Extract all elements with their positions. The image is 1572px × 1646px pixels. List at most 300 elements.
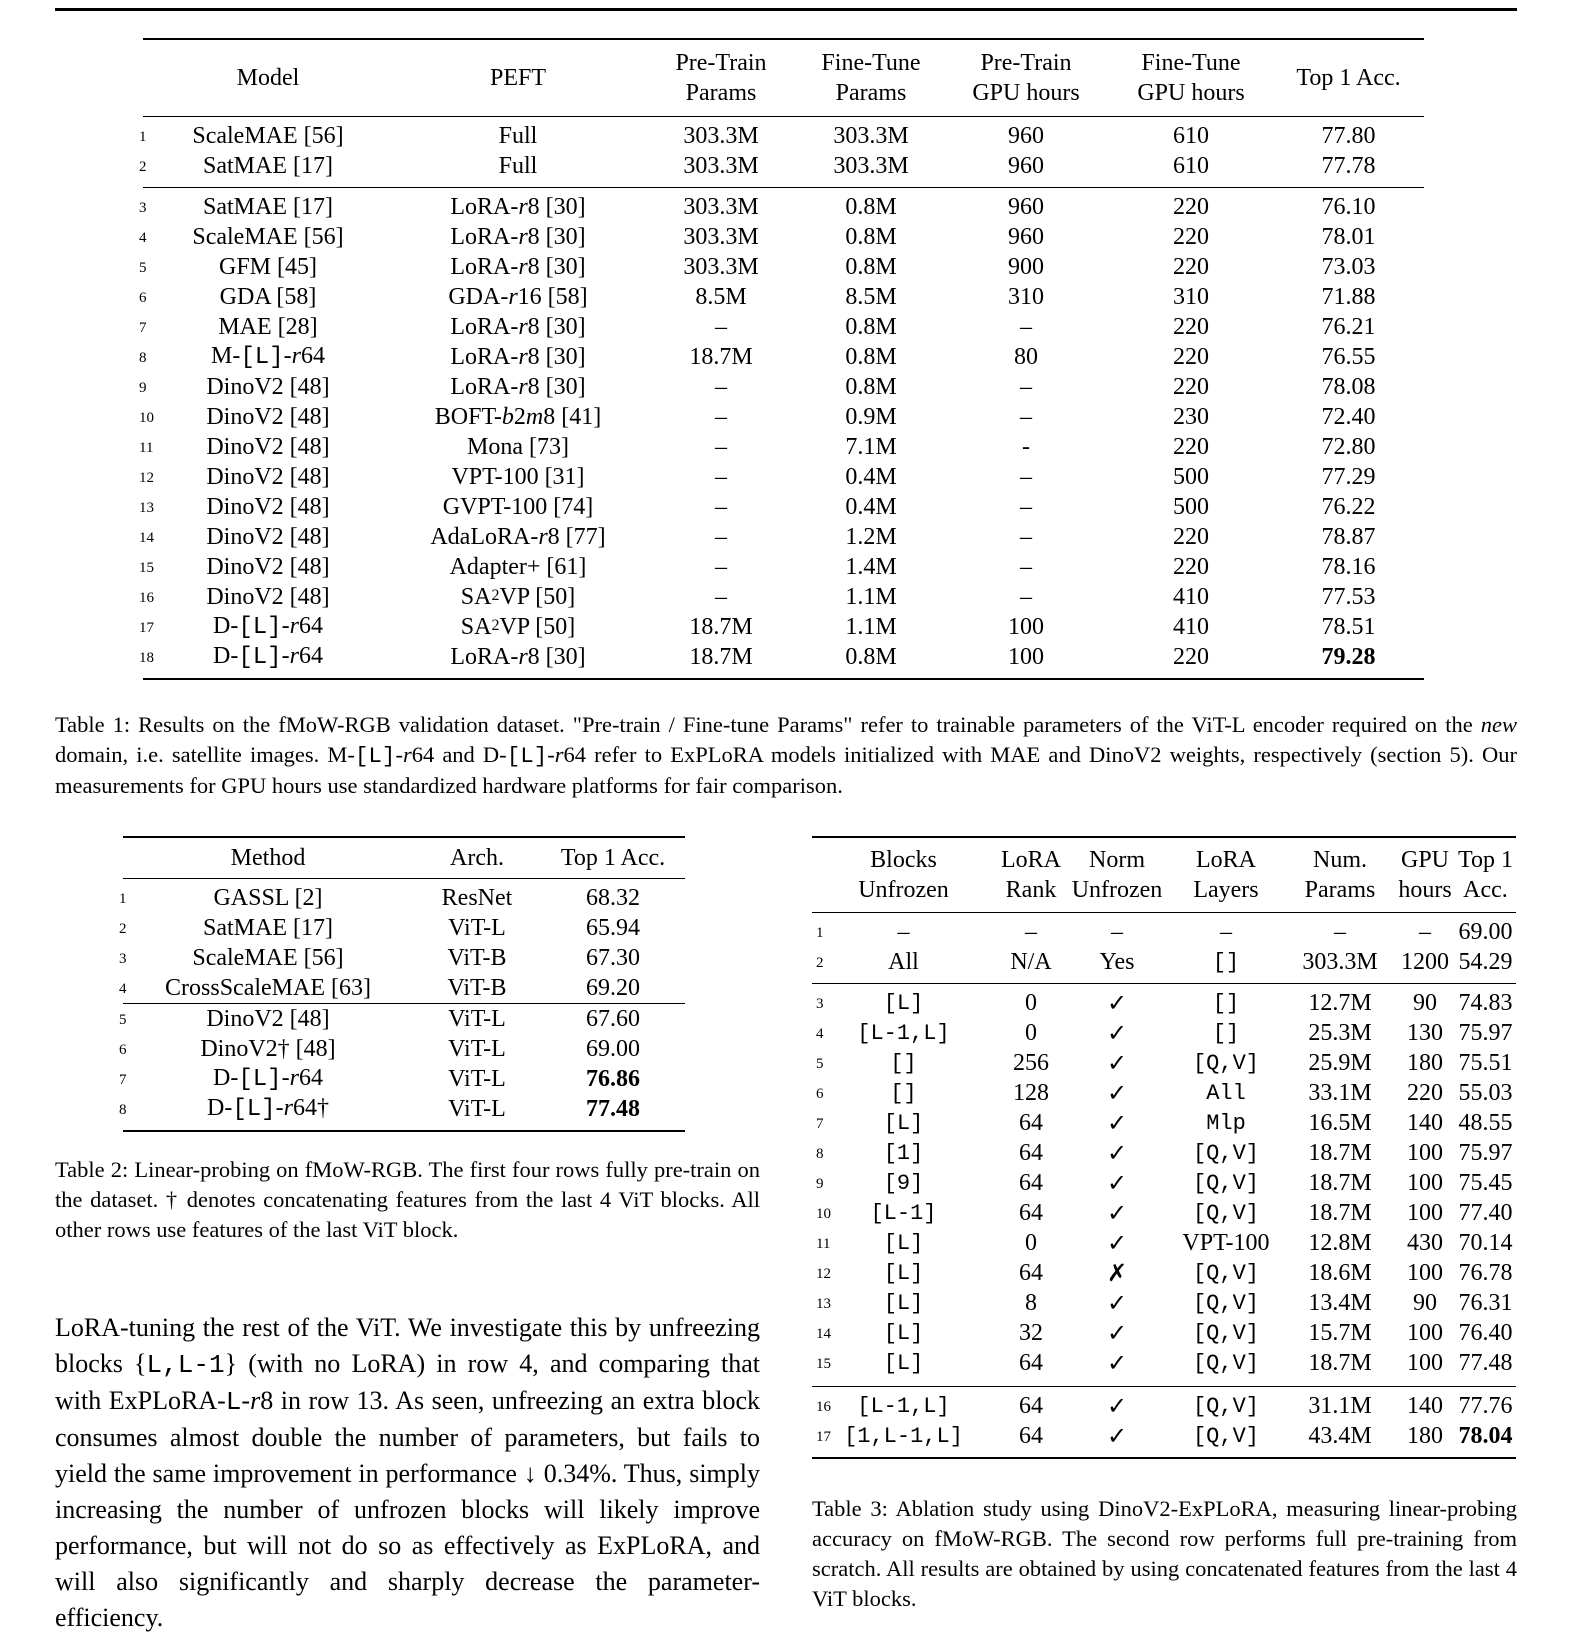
cell-model: SatMAE [17] [203,152,333,179]
header-top1: Top 1 Acc. [1458,847,1513,903]
cell-model: DinoV2 [48] [206,463,330,490]
cell-num-params: 31.1M [1308,1392,1372,1419]
table-row [119,1034,685,1064]
cell-pretrain-gpu: 100 [1008,613,1044,640]
cell-finetune-params: 0.8M [845,643,897,670]
cell-top1: 69.20 [586,974,640,1001]
cell-gpu-hours: 130 [1407,1019,1443,1046]
body-paragraph: LoRA-tuning the rest of the ViT. We investigate this by unfreezing blocks {L,L-1} (with no LoRA) in row 4, and comparing that with ExPLoRA-L-r8 in row 13. As seen, unfreezing an extra block consumes almost double the number of parameters, but fails to yield the same improvement in performance ↓ 0.34%. Thus, simply increasing the number of unfrozen blocks will likely improve performance, but will not do so as effectively as ExPLoRA, and will also significantly and sharply decrease the parameter-efficiency. [55,1313,760,1632]
check-icon: ✓ [1106,1080,1128,1107]
cell-method: SatMAE [17] [203,914,333,941]
table-2-header-rule [123,878,685,879]
cell-model: M-[L]-r64 [211,343,325,371]
cell-finetune-gpu: 410 [1173,613,1209,640]
table-row [139,552,1424,582]
check-icon: ✓ [1106,1230,1128,1257]
cell-model: DinoV2 [48] [206,553,330,580]
header-blocks: Blocks Unfrozen [858,847,949,903]
cell-model: GDA [58] [219,283,317,310]
cell-model: GFM [45] [218,253,317,280]
row-number: 10 [816,1206,831,1222]
cell-top1: 74.83 [1458,989,1513,1016]
cell-blocks: [L] [883,1110,924,1136]
cell-top1: 76.31 [1458,1289,1513,1316]
cell-top1: 73.03 [1321,253,1376,280]
cell-finetune-gpu: 220 [1173,343,1209,370]
cell-num-params: 18.7M [1308,1139,1372,1166]
cell-finetune-params: 1.2M [845,523,897,550]
cell-finetune-gpu: 220 [1173,253,1209,280]
cell-pretrain-gpu: – [1020,373,1032,400]
table-row [139,282,1424,312]
cell-model: DinoV2 [48] [206,373,330,400]
cell-num-params: 12.8M [1308,1229,1372,1256]
cell-method: D-[L]-r64† [207,1095,329,1123]
cell-num-params: 43.4M [1308,1422,1372,1449]
cell-top1: 77.78 [1321,152,1376,179]
cell-gpu-hours: 140 [1407,1109,1443,1136]
cell-gpu-hours: 140 [1407,1392,1443,1419]
row-number: 6 [119,1042,127,1058]
cell-layers: [Q,V] [1192,1393,1259,1419]
row-number: 15 [816,1356,831,1372]
table-row [139,372,1424,402]
cell-finetune-params: 1.1M [845,583,897,610]
cell-pretrain-gpu: - [1022,433,1030,460]
table-row [812,947,1516,977]
table-row [139,522,1424,552]
table-row [119,1004,685,1034]
cell-top1: 78.16 [1321,553,1376,580]
cell-pretrain-gpu: 900 [1008,253,1044,280]
cell-blocks: [L] [883,1350,924,1376]
cell-top1: 78.08 [1321,373,1376,400]
cell-layers: All [1206,1080,1246,1106]
header-pretrain-gpu: Pre-Train GPU hours [972,50,1080,106]
cell-rank: 64 [1019,1259,1043,1286]
cell-pretrain-gpu: 960 [1008,223,1044,250]
table-row [139,432,1424,462]
cell-pretrain-params: – [715,583,727,610]
row-number: 17 [139,620,154,636]
table-3-bottom-rule [812,1457,1516,1459]
cell-peft: LoRA-r8 [30] [450,313,586,340]
cell-gpu-hours: 90 [1413,1289,1437,1316]
cell-pretrain-gpu: 960 [1008,152,1044,179]
table-row [119,1094,685,1124]
table-row [812,1108,1516,1138]
table-row [812,1138,1516,1168]
row-number: 10 [139,410,154,426]
cell-top1-best: 79.28 [1321,643,1376,670]
table-3-group-rule [812,1386,1516,1387]
cell-pretrain-params: 303.3M [683,223,759,250]
cell-finetune-gpu: 310 [1173,283,1209,310]
cell-top1: 78.87 [1321,523,1376,550]
cell-gpu-hours: 100 [1407,1259,1443,1286]
cell-peft: LoRA-r8 [30] [450,373,586,400]
cell-finetune-params: 0.4M [845,493,897,520]
header-top1: Top 1 Acc. [560,844,666,871]
table-1-header-rule [143,116,1424,117]
cell-peft: LoRA-r8 [30] [450,643,586,670]
cell-peft: LoRA-r8 [30] [450,223,586,250]
cell-top1: 55.03 [1458,1079,1513,1106]
table-row [139,492,1424,522]
row-number: 17 [816,1429,831,1445]
cell-method: ScaleMAE [56] [192,944,344,971]
cell-gpu-hours: 100 [1407,1169,1443,1196]
table-1 [139,38,1424,680]
cell-num-params: 15.7M [1308,1319,1372,1346]
cell-gpu-hours: 100 [1407,1319,1443,1346]
table-row [139,121,1424,151]
cell-method: GASSL [2] [213,884,323,911]
row-number: 11 [139,440,154,456]
cell-finetune-gpu: 220 [1173,523,1209,550]
row-number: 8 [139,350,147,366]
table-2-bottom-rule [123,1130,685,1132]
cell-method: DinoV2 [48] [206,1005,330,1032]
table-row [139,312,1424,342]
cell-blocks: [] [890,1080,917,1106]
table-row [139,462,1424,492]
header-finetune-gpu: Fine-Tune GPU hours [1137,50,1245,106]
cell-gpu-hours: 180 [1407,1049,1443,1076]
check-icon: ✓ [1106,1320,1128,1347]
cell-finetune-gpu: 220 [1173,223,1209,250]
cell-top1: 54.29 [1458,948,1513,975]
cell-rank: 0 [1025,1229,1037,1256]
table-row [119,913,685,943]
cell-top1: 76.40 [1458,1319,1513,1346]
cell-gpu-hours: 1200 [1401,948,1449,975]
cell-norm: – [1111,918,1123,945]
cell-finetune-gpu: 610 [1173,152,1209,179]
cell-arch: ViT-L [448,1035,506,1062]
cell-layers: [Q,V] [1192,1350,1259,1376]
table-row [812,1258,1516,1288]
cell-pretrain-gpu: – [1020,313,1032,340]
header-norm: Norm Unfrozen [1071,847,1163,903]
cell-layers: [Q,V] [1192,1200,1259,1226]
cell-num-params: 25.9M [1308,1049,1372,1076]
cell-peft: LoRA-r8 [30] [450,343,586,370]
table-row [119,883,685,913]
cell-top1: 78.01 [1321,223,1376,250]
cell-num-params: 18.7M [1308,1169,1372,1196]
cell-arch: ViT-L [448,914,506,941]
table-row [139,642,1424,672]
cell-top1: 75.97 [1458,1139,1513,1166]
cell-top1: 77.48 [1458,1349,1513,1376]
cell-model: D-[L]-r64 [213,643,323,671]
check-icon: ✓ [1106,1350,1128,1377]
cell-pretrain-gpu: – [1020,493,1032,520]
row-number: 3 [816,996,824,1012]
header-layers: LoRA Layers [1193,847,1259,903]
cell-num-params: 18.6M [1308,1259,1372,1286]
table-row [139,402,1424,432]
cell-peft: LoRA-r8 [30] [450,193,586,220]
table-1-group-rule [143,187,1424,188]
cell-finetune-gpu: 220 [1173,373,1209,400]
table-row [139,612,1424,642]
cell-model: DinoV2 [48] [206,433,330,460]
cell-top1: 71.88 [1321,283,1376,310]
table-3-header [812,838,1516,912]
cell-rank: 128 [1013,1079,1049,1106]
cell-model: ScaleMAE [56] [192,122,344,149]
cell-rank: 8 [1025,1289,1037,1316]
row-number: 1 [119,891,127,907]
cell-layers: – [1220,918,1232,945]
cell-top1: 77.53 [1321,583,1376,610]
table-row [812,1168,1516,1198]
cell-blocks: [9] [883,1170,924,1196]
row-number: 14 [816,1326,831,1342]
table-row [139,252,1424,282]
row-number: 6 [816,1086,824,1102]
cell-model: DinoV2 [48] [206,493,330,520]
cell-peft: GDA-r16 [58] [448,283,588,310]
row-number: 2 [816,955,824,971]
check-icon: ✓ [1106,1290,1128,1317]
table-row [139,192,1424,222]
cell-pretrain-gpu: 100 [1008,643,1044,670]
cell-pretrain-gpu: 960 [1008,122,1044,149]
cell-top1: 77.80 [1321,122,1376,149]
cell-rank: 64 [1019,1109,1043,1136]
cell-top1: 78.51 [1321,613,1376,640]
cell-pretrain-params: 8.5M [695,283,747,310]
row-number: 13 [139,500,154,516]
cell-finetune-params: 0.8M [845,313,897,340]
table-row [812,1318,1516,1348]
cell-rank: 0 [1025,1019,1037,1046]
table-2 [119,836,685,1132]
cell-layers: Mlp [1206,1110,1246,1136]
cell-blocks: [L] [883,1260,924,1286]
cell-layers: [Q,V] [1192,1423,1259,1449]
cell-finetune-params: 0.8M [845,253,897,280]
cell-pretrain-gpu: 310 [1008,283,1044,310]
cell-finetune-gpu: 220 [1173,643,1209,670]
cell-finetune-gpu: 500 [1173,493,1209,520]
row-number: 1 [816,925,824,941]
cell-top1: 48.55 [1458,1109,1513,1136]
table-row [812,1348,1516,1378]
check-icon: ✓ [1106,990,1128,1017]
cell-top1-best: 77.48 [586,1095,640,1122]
cell-peft: AdaLoRA-r8 [77] [430,523,606,550]
header-rank: LoRA Rank [1001,847,1061,903]
check-icon: ✓ [1106,1393,1128,1420]
table-row [812,1048,1516,1078]
cell-pretrain-gpu: – [1020,553,1032,580]
cell-layers: [Q,V] [1192,1140,1259,1166]
cell-finetune-params: 1.4M [845,553,897,580]
cell-pretrain-params: – [715,313,727,340]
row-number: 9 [816,1176,824,1192]
cell-finetune-params: 7.1M [845,433,897,460]
header-finetune-params: Fine-Tune Params [821,50,921,106]
cell-pretrain-gpu: – [1020,463,1032,490]
cell-arch: ResNet [441,884,513,911]
table-row [812,1288,1516,1318]
cell-rank: 32 [1019,1319,1043,1346]
header-top1: Top 1 Acc. [1296,65,1401,91]
cell-gpu-hours: 220 [1407,1079,1443,1106]
table-1-bottom-rule [143,678,1424,680]
cell-top1-best: 76.86 [586,1065,640,1092]
row-number: 12 [139,470,154,486]
cell-finetune-gpu: 220 [1173,553,1209,580]
row-number: 11 [816,1236,831,1252]
table-row [139,151,1424,181]
check-icon: ✓ [1106,1050,1128,1077]
cell-finetune-gpu: 220 [1173,433,1209,460]
check-icon: ✓ [1106,1020,1128,1047]
cell-top1: 70.14 [1458,1229,1513,1256]
cross-icon: ✗ [1106,1260,1128,1287]
header-model: Model [236,65,300,91]
cell-model: DinoV2 [48] [206,403,330,430]
cell-layers: [Q,V] [1192,1050,1259,1076]
cell-top1: 69.00 [586,1035,640,1062]
cell-model: ScaleMAE [56] [192,223,344,250]
cell-blocks: [L] [883,990,924,1016]
cell-finetune-params: 303.3M [833,152,909,179]
cell-rank: 64 [1019,1139,1043,1166]
cell-finetune-params: 0.4M [845,463,897,490]
cell-gpu-hours: 90 [1413,989,1437,1016]
cell-finetune-params: 0.8M [845,193,897,220]
row-number: 5 [119,1012,127,1028]
cell-blocks: All [888,948,919,975]
cell-pretrain-params: – [715,403,727,430]
cell-peft: $SA^2VP$ [50] [460,583,576,610]
table-row [139,582,1424,612]
row-number: 9 [139,380,147,396]
cell-num-params: – [1334,918,1346,945]
cell-top1: 75.51 [1458,1049,1513,1076]
row-number: 7 [139,320,147,336]
cell-method: DinoV2† [48] [200,1035,336,1062]
cell-top1: 68.32 [586,884,640,911]
cell-rank: 256 [1013,1049,1049,1076]
cell-method: CrossScaleMAE [63] [165,974,371,1001]
cell-blocks: [L-1] [870,1200,937,1226]
cell-pretrain-gpu: – [1020,523,1032,550]
cell-pretrain-gpu: 960 [1008,193,1044,220]
cell-finetune-params: 1.1M [845,613,897,640]
cell-finetune-gpu: 220 [1173,313,1209,340]
cell-model: DinoV2 [48] [206,583,330,610]
cell-pretrain-params: – [715,493,727,520]
cell-finetune-params: 0.8M [845,223,897,250]
cell-top1: 76.55 [1321,343,1376,370]
cell-rank: 64 [1019,1199,1043,1226]
cell-layers: [] [1212,1020,1240,1046]
cell-layers: VPT-100 [1182,1229,1270,1256]
cell-rank: N/A [1010,948,1052,975]
cell-gpu-hours: 100 [1407,1139,1443,1166]
cell-num-params: 18.7M [1308,1199,1372,1226]
cell-peft: GVPT-100 [74] [442,493,594,520]
cell-gpu-hours: 430 [1407,1229,1443,1256]
table-3 [812,836,1516,1459]
cell-finetune-gpu: 610 [1173,122,1209,149]
table-2-caption: Table 2: Linear-probing on fMoW-RGB. The first four rows fully pre-train on the dataset. † denotes concatenating features from the last 4 ViT blocks. All other rows use features of the last ViT block. [55,1157,760,1242]
cell-pretrain-params: – [715,373,727,400]
row-number: 14 [139,530,154,546]
cell-finetune-gpu: 220 [1173,193,1209,220]
table-row [119,1064,685,1094]
cell-gpu-hours: 100 [1407,1349,1443,1376]
table-1-caption: Table 1: Results on the fMoW-RGB validation dataset. "Pre-train / Fine-tune Params" refer to trainable parameters of the ViT-L encoder required on the new domain, i.e. satellite images. M-[L]-r64 and D-[L]-r64 refer to ExPLoRA models initialized with MAE and DinoV2 weights, respectively (section 5). Our measurements for GPU hours use standardized hardware platforms for fair comparison. [55,712,1517,798]
cell-blocks: [1] [883,1140,924,1166]
row-number: 1 [139,129,147,145]
row-number: 12 [816,1266,831,1282]
cell-top1: 76.10 [1321,193,1376,220]
check-icon: ✓ [1106,1140,1128,1167]
row-number: 5 [139,260,147,276]
cell-blocks: [L] [883,1320,924,1346]
cell-finetune-gpu: 230 [1173,403,1209,430]
cell-finetune-params: 303.3M [833,122,909,149]
cell-layers: [] [1212,949,1240,975]
row-number: 4 [139,230,147,246]
cell-num-params: 12.7M [1308,989,1372,1016]
cell-finetune-params: 8.5M [845,283,897,310]
page-top-rule [55,8,1517,11]
cell-rank: 64 [1019,1349,1043,1376]
cell-peft: BOFT-b2m8 [41] [434,403,602,430]
cell-gpu-hours: 100 [1407,1199,1443,1226]
cell-peft: LoRA-r8 [30] [450,253,586,280]
row-number: 4 [119,981,127,997]
cell-blocks: [] [890,1050,917,1076]
cell-model: SatMAE [17] [203,193,333,220]
cell-gpu-hours: – [1419,918,1431,945]
header-gpu-hours: GPU hours [1398,847,1452,903]
row-number: 7 [119,1072,127,1088]
cell-blocks: [L] [883,1230,924,1256]
cell-arch: ViT-L [448,1005,506,1032]
row-number: 7 [816,1116,824,1132]
cell-peft: Mona [73] [467,433,569,460]
cell-top1: 76.21 [1321,313,1376,340]
check-icon: ✓ [1106,1170,1128,1197]
cell-pretrain-gpu: – [1020,583,1032,610]
table-row [812,1391,1516,1421]
cell-gpu-hours: 180 [1407,1422,1443,1449]
cell-arch: ViT-L [448,1065,506,1092]
cell-top1: 76.22 [1321,493,1376,520]
cell-pretrain-params: 303.3M [683,122,759,149]
cell-blocks: [L-1,L] [857,1393,950,1419]
row-number: 3 [139,200,147,216]
cell-pretrain-params: – [715,523,727,550]
table-3-group-rule [812,983,1516,984]
cell-top1: 75.45 [1458,1169,1513,1196]
table-row [812,988,1516,1018]
cell-blocks: – [897,918,910,945]
cell-model: DinoV2 [48] [206,523,330,550]
cell-blocks: [L-1,L] [857,1020,950,1046]
row-number: 3 [119,951,127,967]
